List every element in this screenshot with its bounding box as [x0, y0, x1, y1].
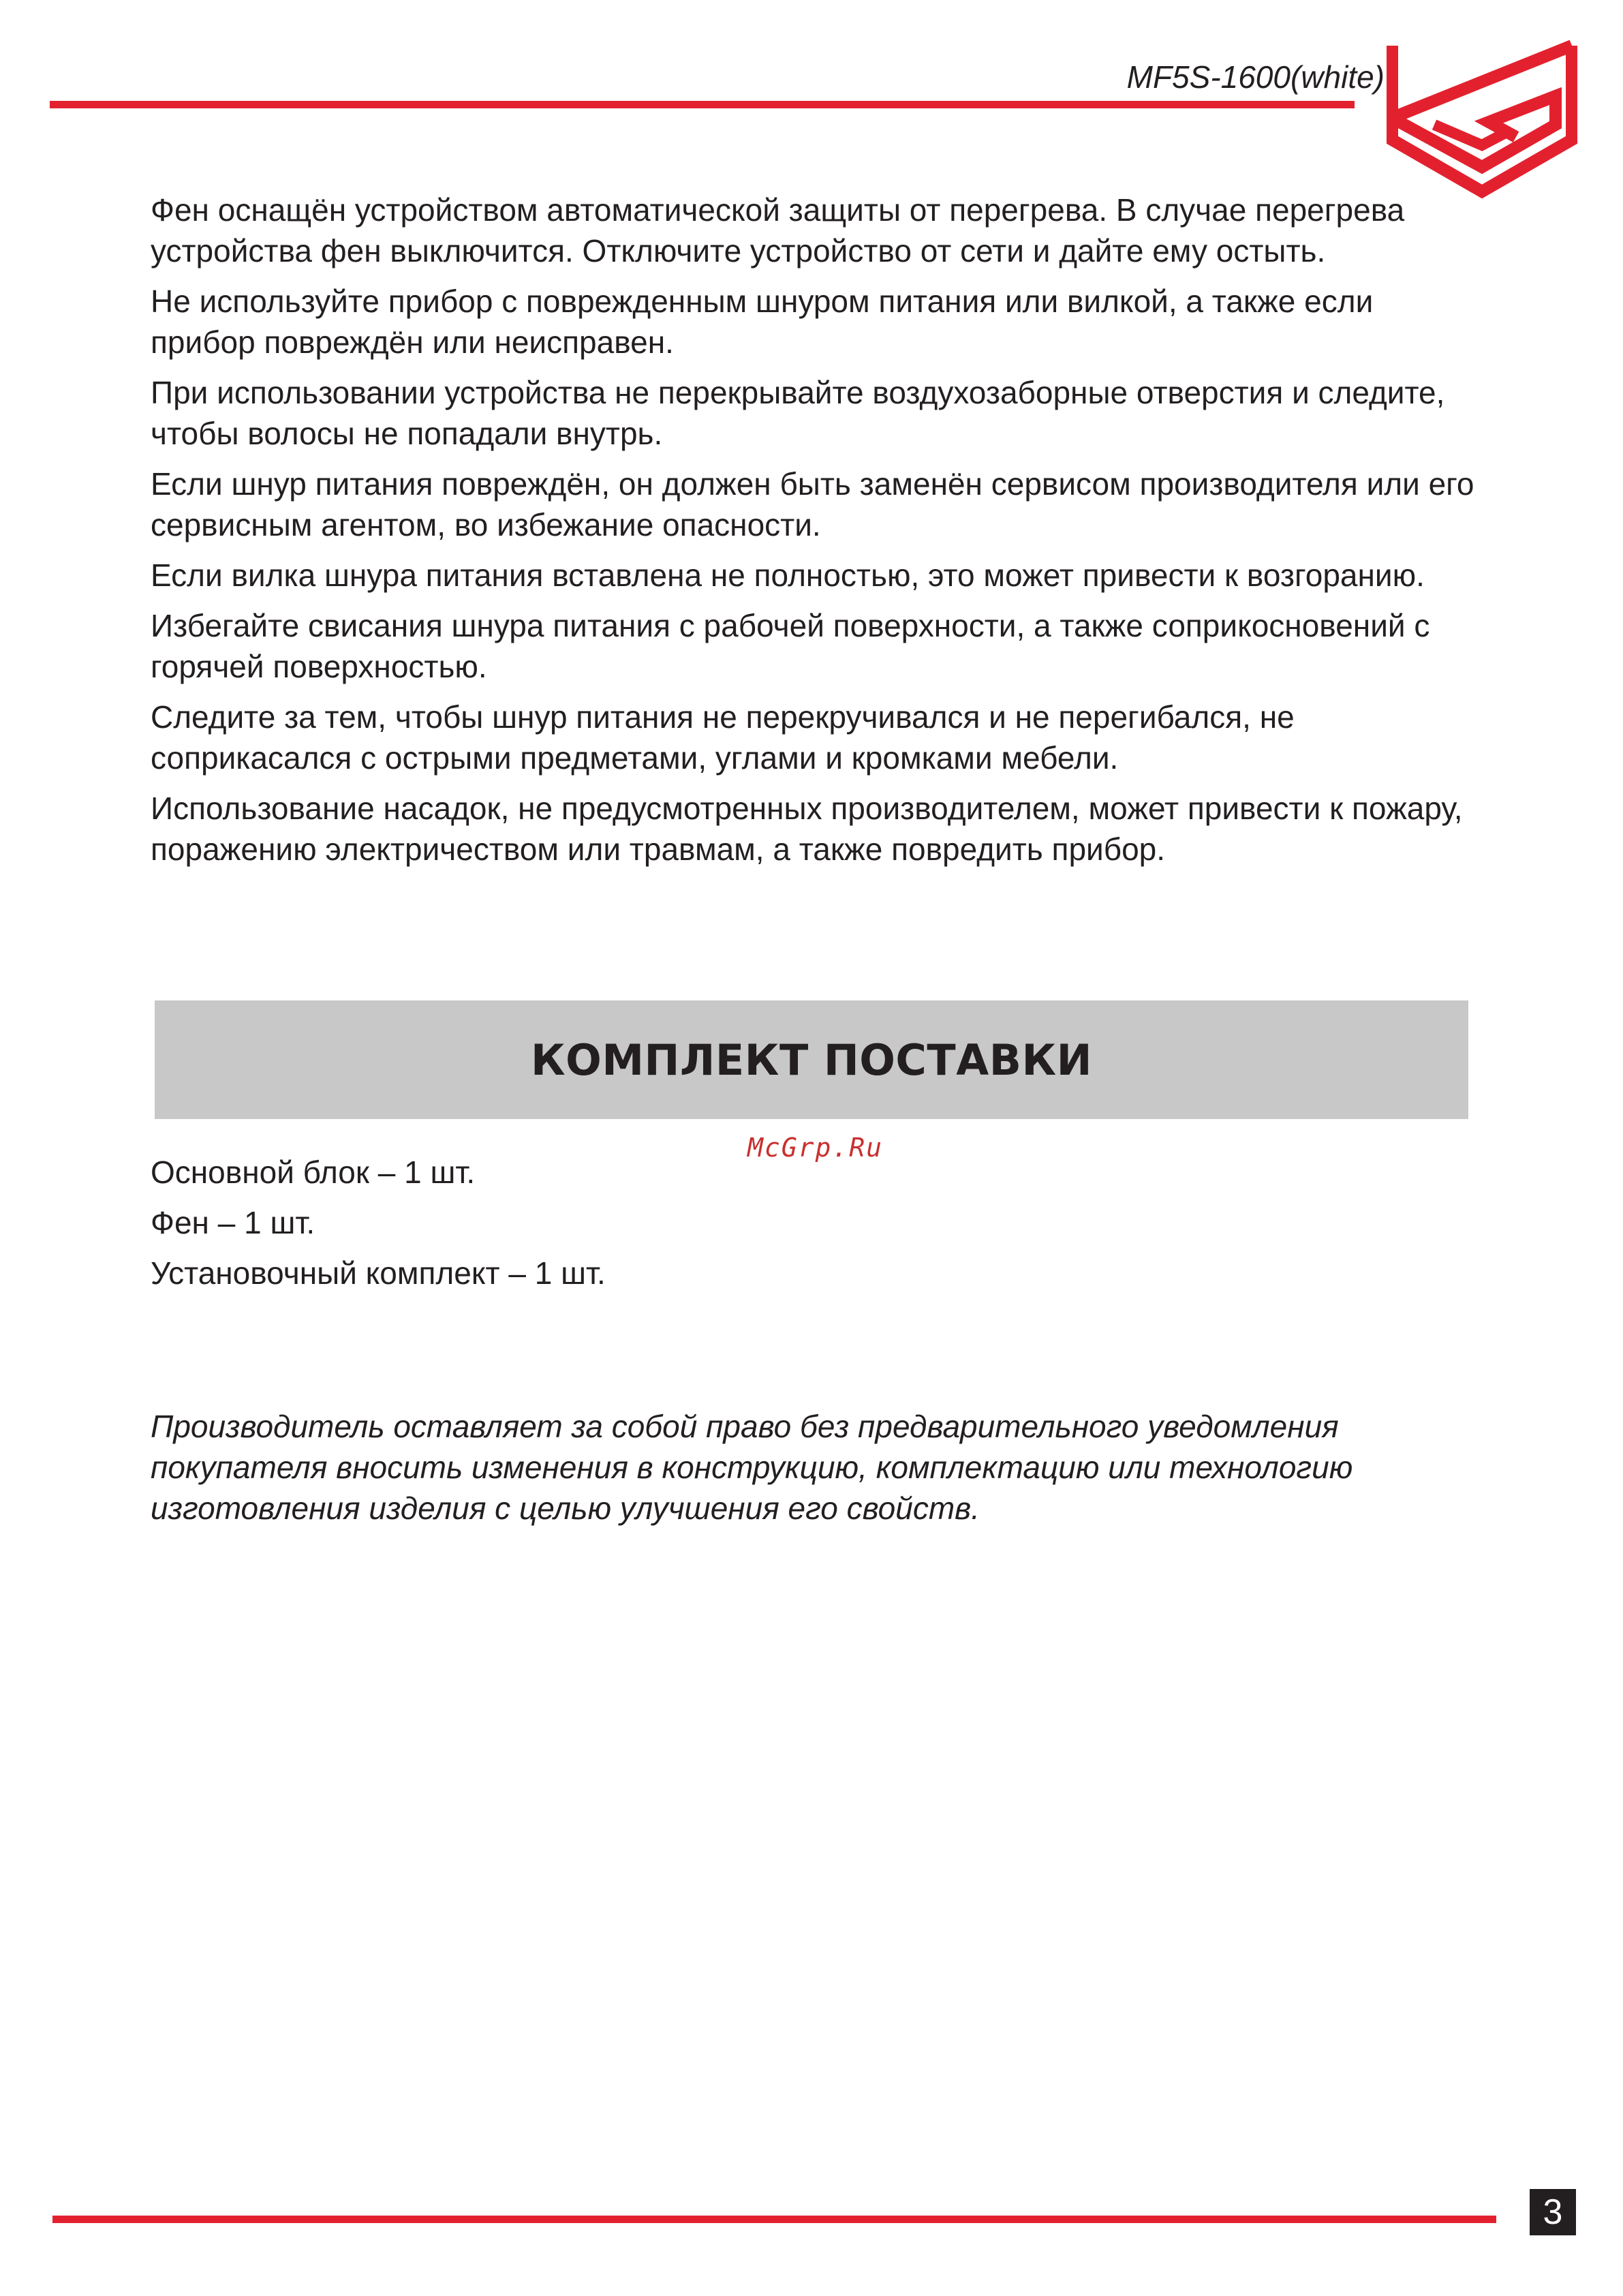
page-number: [1530, 2189, 1576, 2235]
model-name: MF5S-1600(white): [1126, 59, 1385, 95]
paragraph: Использование насадок, не предусмотренных производителем, может привести к пожару, поражению электричеством или травмам, а также повредить прибор.: [151, 791, 1463, 867]
paragraph: Фен оснащён устройством автоматической защиты от перегрева. В случае перегрева устройства фен выключится. Отключите устройство от сети и дайте ему остыть.: [151, 192, 1405, 269]
paragraph: Следите за тем, чтобы шнур питания не перекручивался и не перегибался, не соприкасался с острыми предметами, углами и кромками мебели.: [151, 699, 1295, 776]
paragraph: При использовании устройства не перекрывайте воздухозаборные отверстия и следите, чтобы волосы не попадали внутрь.: [151, 375, 1445, 451]
brand-logo-icon: [1387, 37, 1577, 201]
kit-list: [151, 1152, 1104, 1303]
section-title: КОМПЛЕКТ ПОСТАВКИ: [530, 1035, 1093, 1085]
list-item: Фен – 1 шт.: [151, 1205, 315, 1240]
paragraph: Не используйте прибор с поврежденным шнуром питания или вилкой, а также если прибор повреждён или неисправен.: [151, 284, 1374, 360]
watermark: McGrp.Ru: [747, 1133, 884, 1163]
header-rule: [50, 101, 1355, 108]
paragraph: Если шнур питания повреждён, он должен быть заменён сервисом производителя или его сервисным агентом, во избежание опасности.: [151, 466, 1474, 542]
footer-rule: [52, 2216, 1496, 2223]
page-number-label: 3: [1543, 2192, 1563, 2232]
safety-instructions: [151, 189, 1486, 879]
list-item: Установочный комплект – 1 шт.: [151, 1255, 606, 1291]
disclaimer: Производитель оставляет за собой право без предварительного уведомления покупателя вносить изменения в конструкцию, комплектацию или технологию изготовления изделия с целью улучшения его свойств.: [151, 1409, 1353, 1526]
section-banner: [155, 1000, 1468, 1119]
paragraph: Если вилка шнура питания вставлена не полностью, это может привести к возгоранию.: [151, 557, 1425, 593]
paragraph: Избегайте свисания шнура питания с рабочей поверхности, а также соприкосновений с горячей поверхностью.: [151, 608, 1430, 684]
list-item: Основной блок – 1 шт.: [151, 1154, 476, 1190]
